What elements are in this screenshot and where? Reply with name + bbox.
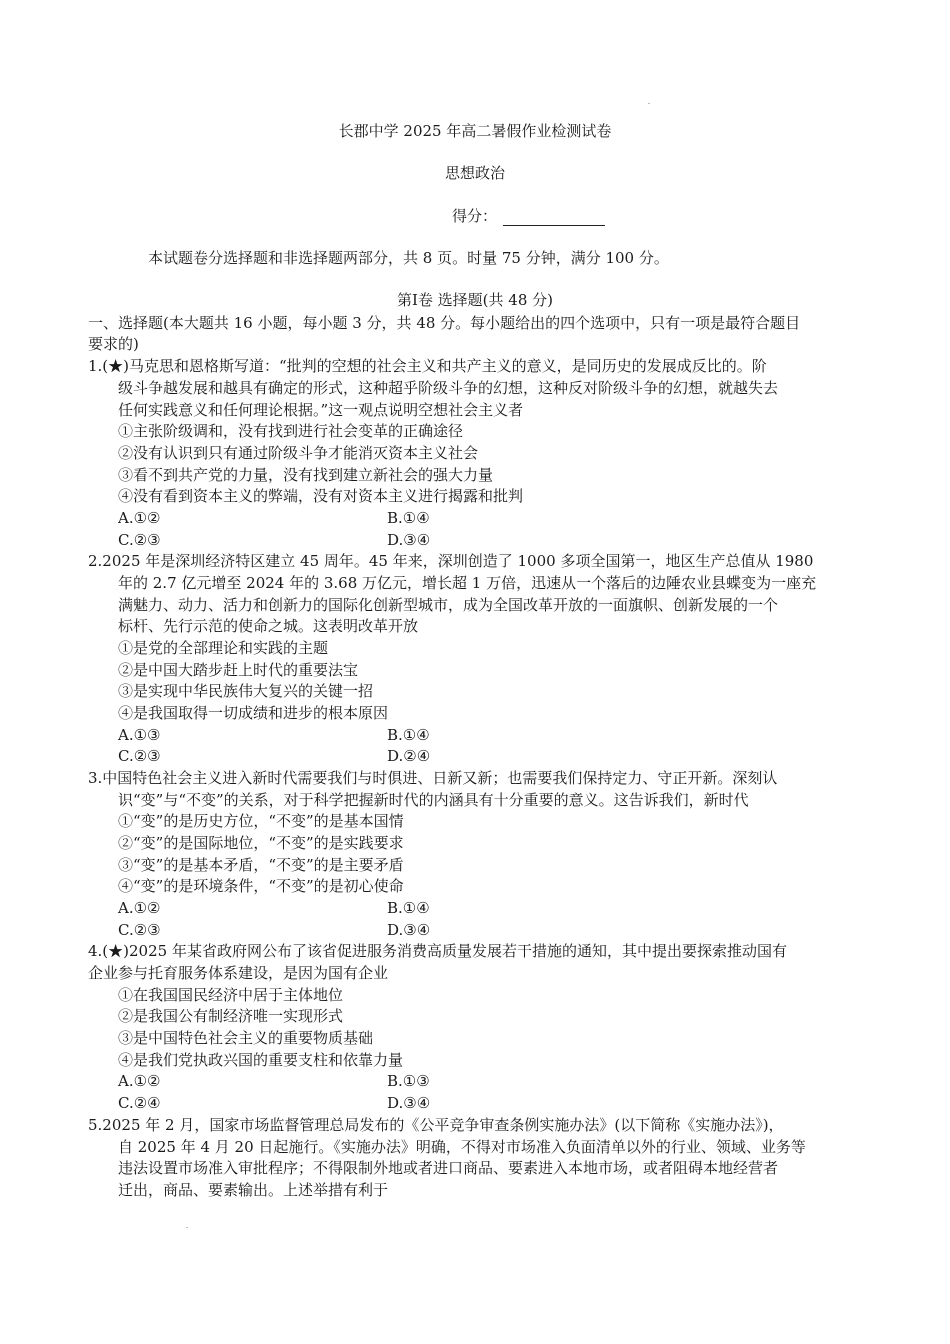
instructions: 本试题卷分选择题和非选择题两部分，共 8 页。时量 75 分钟，满分 100 分。	[148, 249, 669, 267]
option-b: B.①④	[387, 509, 430, 527]
statement: ②是我国公有制经济唯一实现形式	[118, 1007, 344, 1025]
question-stem: 5.2025 年 2 月，国家市场监督管理总局发布的《公平竞争审查条例实施办法》(以下简称《实施办法》)，	[88, 1116, 784, 1134]
question-stem-cont: 违法设置市场准入审批程序；不得限制外地或者进口商品、要素进入本地市场，或者阻碍本地经营者	[118, 1159, 779, 1177]
section-heading: 第Ⅰ卷 选择题(共 48 分)	[396, 291, 554, 309]
scan-speck	[648, 103, 650, 104]
option-b: B.①③	[387, 1072, 430, 1090]
option-d: D.③④	[387, 921, 431, 939]
statement: ①在我国国民经济中居于主体地位	[118, 986, 344, 1004]
question-stem-cont: 标杆、先行示范的使命之城。这表明改革开放	[118, 617, 419, 635]
statement: ①主张阶级调和，没有找到进行社会变革的正确途径	[118, 422, 464, 440]
option-c: C.②③	[118, 747, 161, 765]
statement: ①“变”的是历史方位，“不变”的是基本国情	[118, 812, 404, 830]
exam-title: 长郡中学 2025 年高二暑假作业检测试卷	[338, 122, 612, 140]
question-stem-cont: 迁出，商品、要素输出。上述举措有利于	[118, 1181, 389, 1199]
question-stem-cont: 级斗争越发展和越具有确定的形式，这种超乎阶级斗争的幻想，这种反对阶级斗争的幻想，就越失去	[118, 379, 779, 397]
score-blank	[503, 211, 605, 226]
question-stem: 1.(★)马克思和恩格斯写道：“批判的空想的社会主义和共产主义的意义，是同历史的发展成反比的。阶	[88, 357, 767, 375]
score-label: 得分：	[452, 207, 498, 225]
statement: ②没有认识到只有通过阶级斗争才能消灭资本主义社会	[118, 444, 479, 462]
option-d: D.②④	[387, 747, 431, 765]
statement: ③是中国特色社会主义的重要物质基础	[118, 1029, 374, 1047]
score-field	[452, 205, 605, 226]
statement: ③是实现中华民族伟大复兴的关键一招	[118, 682, 374, 700]
question-stem-cont: 年的 2.7 亿元增至 2024 年的 3.68 万亿元，增长超 1 万倍，迅速从一个落后的边陲农业县蝶变为一座充	[118, 574, 817, 592]
option-d: D.③④	[387, 1094, 431, 1112]
option-b: B.①④	[387, 726, 430, 744]
option-d: D.③④	[387, 531, 431, 549]
section-intro-cont: 要求的)	[88, 335, 139, 353]
section-intro: 一、选择题(本大题共 16 小题，每小题 3 分，共 48 分。每小题给出的四个选项中，只有一项是最符合题目	[88, 314, 801, 332]
statement: ③“变”的是基本矛盾，“不变”的是主要矛盾	[118, 856, 404, 874]
question-stem-cont: 企业参与托育服务体系建设，是因为国有企业	[88, 964, 389, 982]
statement: ④“变”的是环境条件，“不变”的是初心使命	[118, 877, 404, 895]
statement: ③看不到共产党的力量，没有找到建立新社会的强大力量	[118, 466, 494, 484]
option-a: A.①②	[118, 1072, 161, 1090]
statement: ④是我们党执政兴国的重要支柱和依靠力量	[118, 1051, 404, 1069]
option-a: A.①②	[118, 509, 161, 527]
statement: ④没有看到资本主义的弊端，没有对资本主义进行揭露和批判	[118, 487, 524, 505]
question-stem: 4.(★)2025 年某省政府网公布了该省促进服务消费高质量发展若干措施的通知，其中提出要探索推动国有	[88, 942, 787, 960]
option-b: B.①④	[387, 899, 430, 917]
subject-label: 思想政治	[444, 164, 505, 182]
option-c: C.②④	[118, 1094, 161, 1112]
statement: ④是我国取得一切成绩和进步的根本原因	[118, 704, 389, 722]
question-stem: 2.2025 年是深圳经济特区建立 45 周年。45 年来，深圳创造了 1000 多项全国第一，地区生产总值从 1980	[88, 552, 814, 570]
statement: ②是中国大踏步赶上时代的重要法宝	[118, 661, 359, 679]
statement: ①是党的全部理论和实践的主题	[118, 639, 329, 657]
question-stem-cont: 自 2025 年 4 月 20 日起施行。《实施办法》明确，不得对市场准入负面清单以外的行业、领域、业务等	[118, 1138, 806, 1156]
question-stem: 3.中国特色社会主义进入新时代需要我们与时俱进、日新又新；也需要我们保持定力、守正开新。深刻认	[88, 769, 778, 787]
scan-speck	[186, 1227, 188, 1228]
question-stem-cont: 识“变”与“不变”的关系，对于科学把握新时代的内涵具有十分重要的意义。这告诉我们，新时代	[118, 791, 749, 809]
question-stem-cont: 满魅力、动力、活力和创新力的国际化创新型城市，成为全国改革开放的一面旗帜、创新发展的一个	[118, 596, 779, 614]
option-c: C.②③	[118, 531, 161, 549]
question-stem-cont: 任何实践意义和任何理论根据。”这一观点说明空想社会主义者	[118, 401, 524, 419]
option-a: A.①②	[118, 899, 161, 917]
statement: ②“变”的是国际地位，“不变”的是实践要求	[118, 834, 404, 852]
option-c: C.②③	[118, 921, 161, 939]
option-a: A.①③	[118, 726, 161, 744]
